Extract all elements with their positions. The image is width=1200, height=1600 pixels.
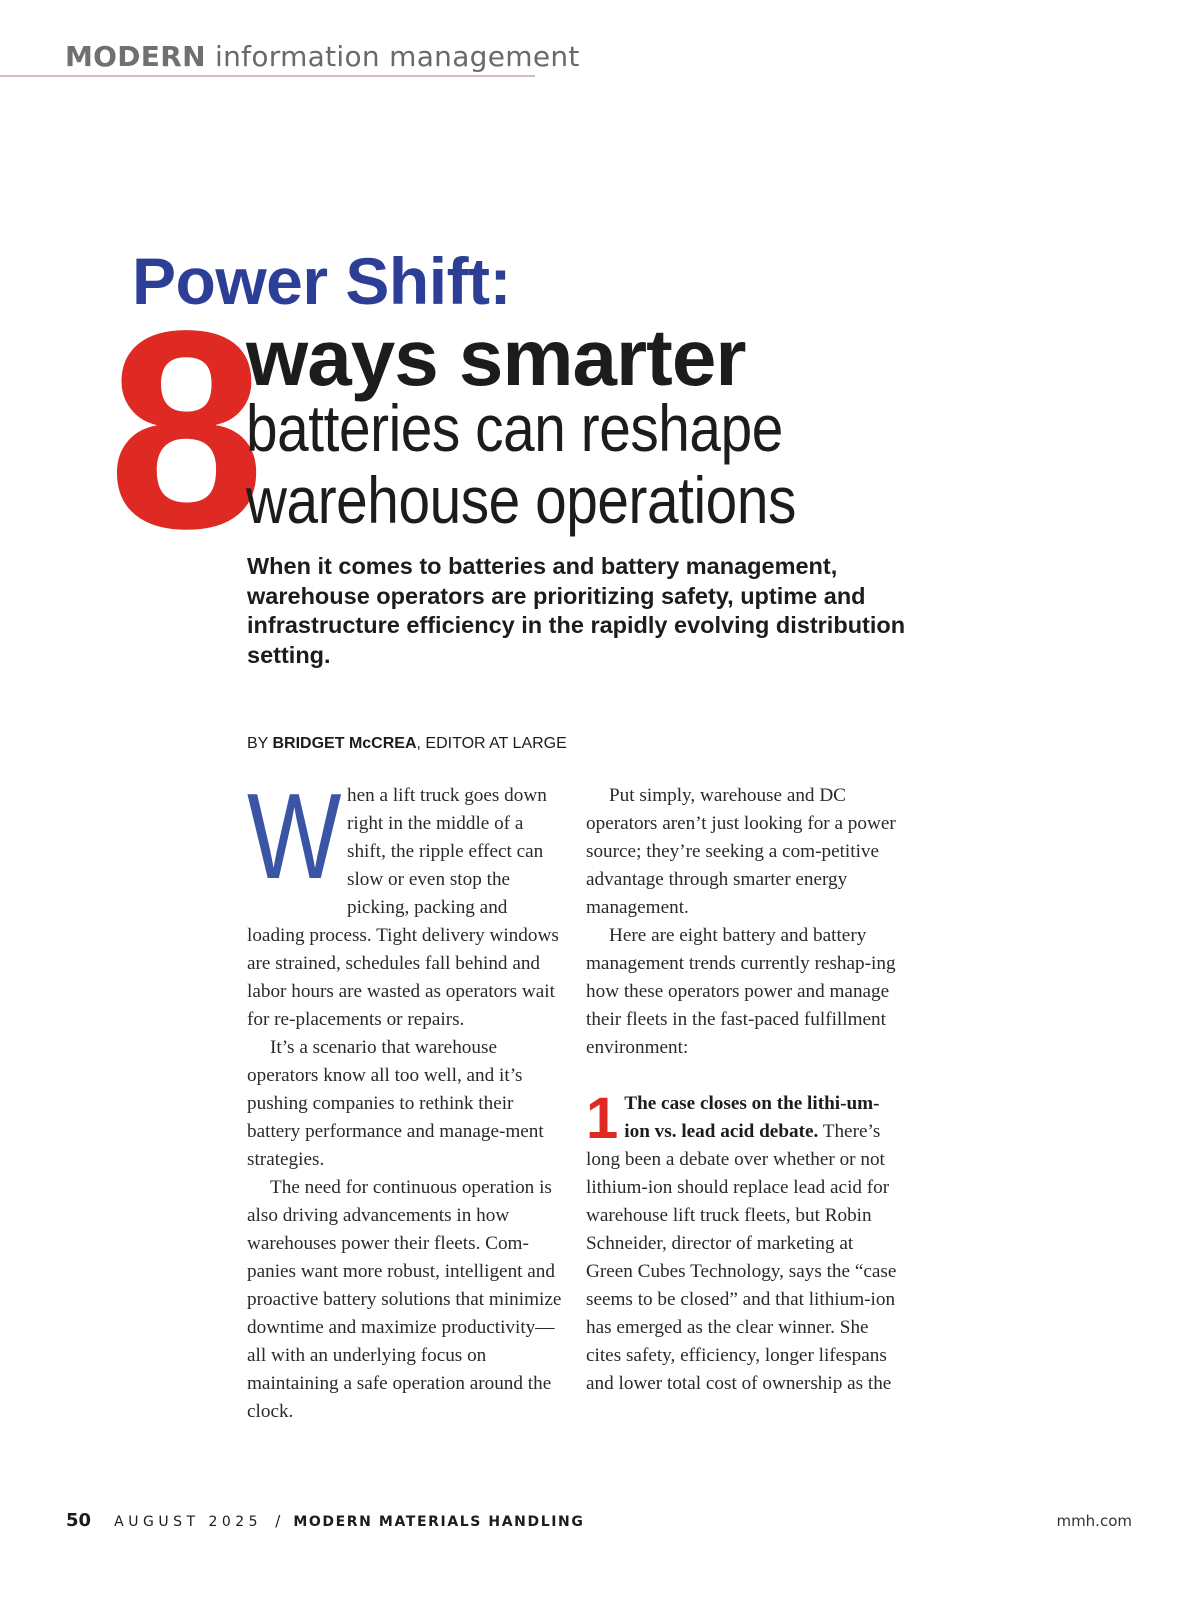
trend-1-heading: The case closes on the lithi-um-ion vs. lead acid debate. bbox=[624, 1093, 880, 1142]
section-header-light: information management bbox=[215, 40, 580, 73]
paragraph-gap bbox=[586, 1062, 902, 1090]
headline-number: 8 bbox=[108, 272, 257, 587]
trend-1-number: 1 bbox=[586, 1086, 619, 1151]
byline bbox=[247, 735, 567, 753]
footer-separator: / bbox=[275, 1512, 281, 1530]
page-footer bbox=[66, 1510, 1132, 1531]
section-header bbox=[65, 40, 580, 73]
drop-cap: W bbox=[247, 768, 342, 904]
publication-name: MODERN MATERIALS HANDLING bbox=[293, 1514, 585, 1530]
section-rule bbox=[0, 75, 535, 77]
issue-date: AUGUST 2025 bbox=[114, 1514, 263, 1530]
trend-1 bbox=[586, 1086, 902, 1398]
byline-title: , EDITOR AT LARGE bbox=[416, 735, 567, 752]
headline-kicker: Power Shift: bbox=[132, 244, 512, 318]
body-paragraph-1-text: hen a lift truck goes down right in the middle of a shift, the ripple effect can slow or even stop the picking, packing and loading process. Tight delivery windows are strained, schedules fall behind and labor hours are wasted as operators wait for re-placements or repairs. bbox=[247, 785, 559, 1030]
article-deck: When it comes to batteries and battery management, warehouse operators are prioritizing safety, uptime and infrastructure efficiency in the rapidly evolving distribution setting. bbox=[247, 553, 906, 668]
body-paragraph-5: Here are eight battery and battery management trends currently reshap-ing how these operators power and manage their fleets in the fast-paced fulfillment environment: bbox=[586, 925, 896, 1058]
body-paragraph-4: Put simply, warehouse and DC operators aren’t just looking for a power source; they’re seeking a com-petitive advantage through smarter energy management. bbox=[586, 785, 896, 918]
headline-line-2: batteries can reshape bbox=[246, 391, 783, 465]
body-paragraph-1 bbox=[247, 768, 563, 1034]
byline-author: BRIDGET McCREA bbox=[272, 735, 417, 752]
body-column-left bbox=[247, 768, 563, 1426]
body-paragraph-3: The need for continuous operation is also driving advancements in how warehouses power their fleets. Com-panies want more robust, intelligent and proactive battery solutions that minimize downtime and maximize productivity—all with an underlying focus on maintaining a safe operation around the clock. bbox=[247, 1177, 562, 1422]
section-header-bold: MODERN bbox=[65, 40, 206, 73]
byline-prefix: BY bbox=[247, 735, 273, 752]
headline-line-3: warehouse operations bbox=[246, 463, 796, 537]
headline-line-1: ways smarter bbox=[246, 313, 746, 402]
body-paragraph-2: It’s a scenario that warehouse operators know all too well, and it’s pushing companies to rethink their battery performance and manage-ment strategies. bbox=[247, 1037, 544, 1170]
page-number: 50 bbox=[66, 1510, 92, 1531]
trend-1-text: There’s long been a debate over whether or not lithium-ion should replace lead acid for warehouse lift truck fleets, but Robin Schneider, director of marketing at Green Cubes Technology, says the “case seems to be closed” and that lithium-ion has emerged as the clear winner. She cites safety, efficiency, longer lifespans and lower total cost of ownership as the bbox=[586, 1121, 897, 1394]
website-url: mmh.com bbox=[1056, 1512, 1132, 1530]
body-column-right bbox=[586, 782, 902, 1398]
